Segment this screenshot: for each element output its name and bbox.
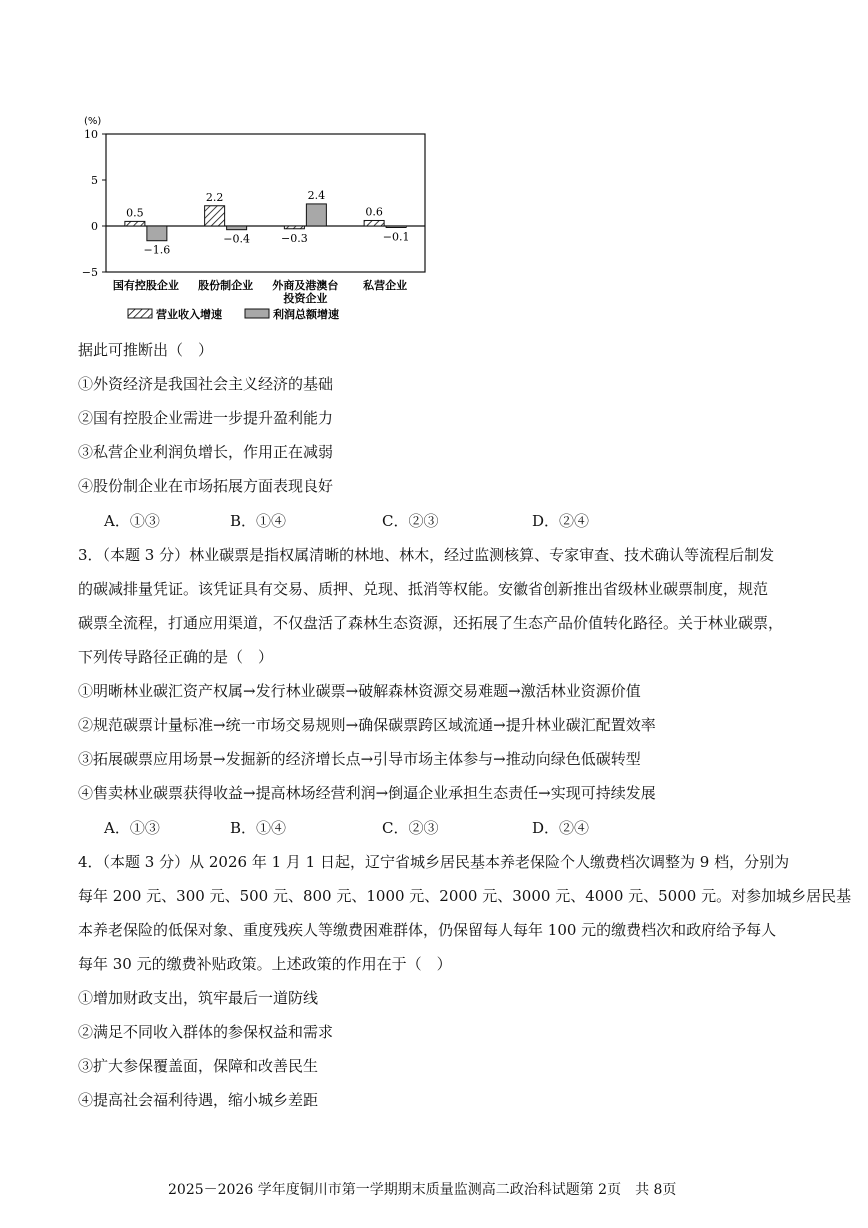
q3-item-2: ②规范碳票计量标准→统一市场交易规则→确保碳票跨区域流通→提升林业碳汇配置效率	[78, 716, 656, 734]
q4-item-3: ③扩大参保覆盖面，保障和改善民生	[78, 1057, 319, 1075]
data-label-revenue: −0.3	[281, 231, 308, 245]
q2-option-b[interactable]: B．①④	[230, 512, 287, 530]
bar-profit-growth	[227, 226, 247, 230]
x-category-label: 国有控股企业	[112, 279, 179, 292]
legend-swatch-profit	[245, 309, 269, 318]
q3-item-1: ①明晰林业碳汇资产权属→发行林业碳票→破解森林资源交易难题→激活林业资源价值	[78, 682, 641, 700]
bar-revenue-growth	[284, 226, 304, 229]
legend-swatch-revenue	[128, 309, 152, 318]
q2-stem: 据此可推断出（ ）	[78, 341, 214, 359]
data-label-profit: 2.4	[307, 188, 326, 202]
q4-item-2: ②满足不同收入群体的参保权益和需求	[78, 1023, 334, 1041]
bar-profit-growth	[306, 204, 326, 226]
data-label-revenue: 0.5	[126, 206, 144, 220]
q3-option-a[interactable]: A．①③	[104, 819, 160, 837]
q2-item-2: ②国有控股企业需进一步提升盈利能力	[78, 409, 334, 427]
data-label-profit: −0.1	[382, 230, 410, 244]
legend-label-profit: 利润总额增速	[273, 308, 339, 321]
bar-revenue-growth	[205, 206, 225, 226]
q2-option-a[interactable]: A．①③	[104, 512, 160, 530]
q2-item-1: ①外资经济是我国社会主义经济的基础	[78, 375, 334, 393]
q3-line-4: 下列传导路径正确的是（ ）	[78, 648, 274, 666]
q2-option-d[interactable]: D．②④	[532, 512, 590, 530]
q3-line-1: 3．（本题 3 分）林业碳票是指权属清晰的林地、林木，经过监测核算、专家审查、技术确认等流程后制发	[78, 546, 775, 564]
q2-option-c[interactable]: C．②③	[382, 512, 439, 530]
bar-revenue-growth	[125, 221, 145, 226]
q3-item-3: ③拓展碳票应用场景→发掘新的经济增长点→引导市场主体参与→推动向绿色低碳转型	[78, 750, 641, 768]
q4-line-2: 每年 200 元、300 元、500 元、800 元、1000 元、2000 元、3000 元、4000 元、5000 元。对参加城乡居民基	[78, 887, 852, 905]
q3-line-2: 的碳减排量凭证。该凭证具有交易、质押、兑现、抵消等权能。安徽省创新推出省级林业碳票制度，规范	[78, 580, 769, 598]
x-category-label: 外商及港澳台	[272, 279, 339, 292]
y-tick-label: 5	[91, 174, 98, 187]
x-category-label: 股份制企业	[198, 279, 254, 292]
x-category-label: 投资企业	[283, 292, 328, 305]
q3-line-3: 碳票全流程，打通应用渠道，不仅盘活了森林生态资源，还拓展了生态产品价值转化路径。关于林业碳票，	[78, 614, 784, 632]
q4-item-4: ④提高社会福利待遇，缩小城乡差距	[78, 1091, 319, 1109]
y-tick-label: 10	[84, 128, 98, 141]
q2-item-4: ④股份制企业在市场拓展方面表现良好	[78, 477, 334, 495]
x-category-label: 私营企业	[363, 279, 408, 292]
bar-profit-growth	[386, 226, 406, 228]
q3-option-d[interactable]: D．②④	[532, 819, 590, 837]
q4-line-4: 每年 30 元的缴费补贴政策。上述政策的作用在于（ ）	[78, 955, 452, 973]
page-footer: 2025－2026 学年度铜川市第一学期期末质量监测高二政治科试题第 2页 共 8页	[168, 1182, 677, 1198]
data-label-profit: −0.4	[223, 232, 250, 246]
y-tick-label: −5	[81, 266, 98, 279]
data-label-profit: −1.6	[143, 243, 171, 257]
q2-item-3: ③私营企业利润负增长，作用正在减弱	[78, 443, 334, 461]
q3-option-b[interactable]: B．①④	[230, 819, 287, 837]
q3-item-4: ④售卖林业碳票获得收益→提高林场经营利润→倒逼企业承担生态责任→实现可持续发展	[78, 784, 656, 802]
q4-line-1: 4．（本题 3 分）从 2026 年 1 月 1 日起，辽宁省城乡居民基本养老保险个人缴费档次调整为 9 档，分别为	[78, 853, 790, 871]
bar-profit-growth	[147, 226, 167, 241]
q4-line-3: 本养老保险的低保对象、重度残疾人等缴费困难群体，仍保留每人每年 100 元的缴费档次和政府给予每人	[78, 921, 777, 939]
legend-label-revenue: 营业收入增速	[156, 308, 222, 321]
data-label-revenue: 2.2	[205, 190, 224, 204]
y-tick-label: 0	[91, 220, 98, 233]
bar-revenue-growth	[364, 220, 384, 226]
q4-item-1: ①增加财政支出，筑牢最后一道防线	[78, 989, 319, 1007]
q3-option-c[interactable]: C．②③	[382, 819, 439, 837]
bar-chart	[70, 112, 450, 327]
bar-chart-svg	[70, 112, 450, 327]
y-unit-label: (%)	[84, 116, 102, 127]
data-label-revenue: 0.6	[365, 205, 383, 219]
